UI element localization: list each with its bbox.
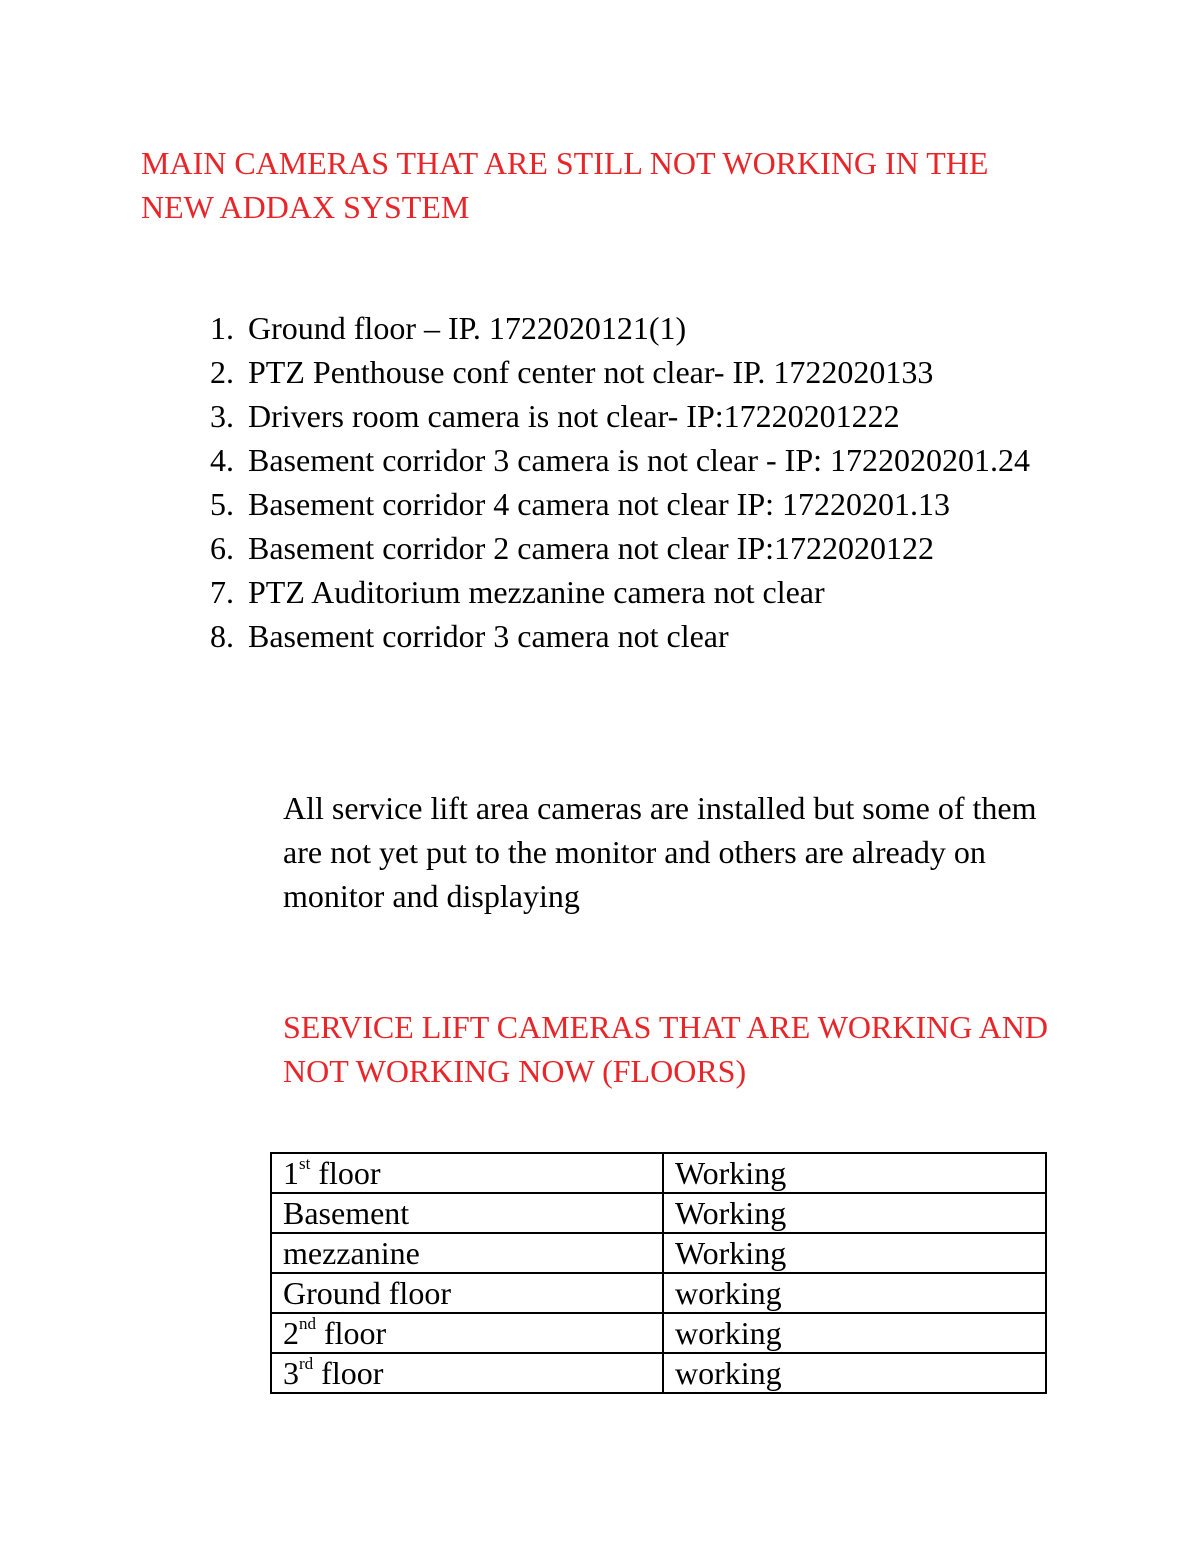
floor-cell: Ground floor: [271, 1273, 663, 1313]
list-number: 7.: [210, 574, 234, 610]
table-row: [271, 1273, 1046, 1313]
table-row: [271, 1313, 1046, 1353]
list-item: [210, 394, 1070, 438]
list-item: [210, 526, 1070, 570]
table-row: [271, 1353, 1046, 1393]
list-item-text: PTZ Auditorium mezzanine camera not clear: [248, 574, 825, 610]
list-number: 3.: [210, 398, 234, 434]
floor-cell: 1st floor: [271, 1153, 663, 1193]
status-cell: Working: [663, 1153, 1046, 1193]
table-row: [271, 1153, 1046, 1193]
floor-status-table: [270, 1152, 1047, 1394]
service-lift-heading: SERVICE LIFT CAMERAS THAT ARE WORKING AND NOT WORKING NOW (FLOORS): [283, 1009, 1048, 1089]
list-item-text: Basement corridor 3 camera not clear: [248, 618, 729, 654]
main-cameras-heading: MAIN CAMERAS THAT ARE STILL NOT WORKING IN THE NEW ADDAX SYSTEM: [141, 145, 989, 225]
list-item: [210, 306, 1070, 350]
list-item-text: PTZ Penthouse conf center not clear- IP. 1722020133: [248, 354, 934, 390]
status-cell: working: [663, 1273, 1046, 1313]
status-cell: Working: [663, 1233, 1046, 1273]
list-number: 5.: [210, 486, 234, 522]
list-item: [210, 614, 1070, 658]
table-row: [271, 1193, 1046, 1233]
floor-cell: mezzanine: [271, 1233, 663, 1273]
list-number: 1.: [210, 310, 234, 346]
camera-list: [210, 306, 1070, 658]
floor-cell: Basement: [271, 1193, 663, 1233]
status-cell: Working: [663, 1193, 1046, 1233]
list-number: 4.: [210, 442, 234, 478]
floor-cell: 3rd floor: [271, 1353, 663, 1393]
list-item: [210, 570, 1070, 614]
list-number: 6.: [210, 530, 234, 566]
list-item-text: Basement corridor 4 camera not clear IP: 17220201.13: [248, 486, 950, 522]
status-cell: working: [663, 1313, 1046, 1353]
list-item-text: Drivers room camera is not clear- IP:17220201222: [248, 398, 900, 434]
floor-cell: 2nd floor: [271, 1313, 663, 1353]
service-lift-note: All service lift area cameras are installed but some of them are not yet put to the monitor and others are already on monitor and displaying: [283, 790, 1037, 914]
list-item-text: Basement corridor 2 camera not clear IP:1722020122: [248, 530, 934, 566]
list-item-text: Ground floor – IP. 1722020121(1): [248, 310, 687, 346]
list-item-text: Basement corridor 3 camera is not clear - IP: 1722020201.24: [248, 442, 1030, 478]
list-number: 2.: [210, 354, 234, 390]
list-item: [210, 350, 1070, 394]
list-item: [210, 482, 1070, 526]
list-number: 8.: [210, 618, 234, 654]
table-row: [271, 1233, 1046, 1273]
status-cell: working: [663, 1353, 1046, 1393]
list-item: [210, 438, 1070, 482]
